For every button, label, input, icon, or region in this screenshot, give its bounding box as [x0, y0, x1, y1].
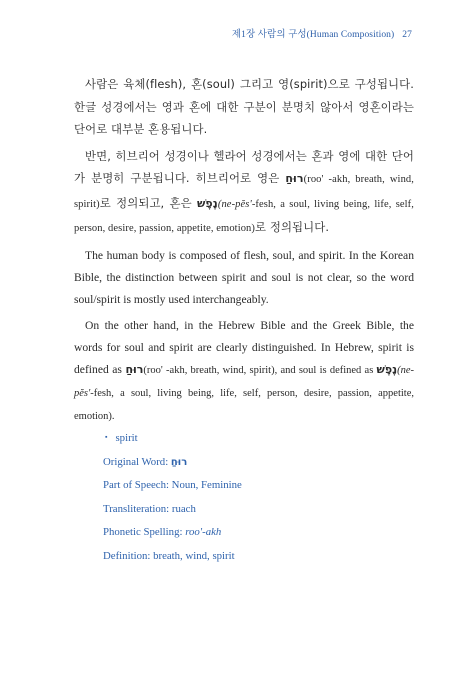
main-text	[74, 73, 414, 432]
running-header	[232, 26, 412, 40]
definition-box	[103, 430, 242, 571]
original-word-label: Original Word:	[103, 455, 171, 468]
page-number: 27	[402, 30, 412, 40]
transliteration: Transliteration: ruach	[103, 502, 196, 515]
definition-text: Definition: breath, wind, spirit	[103, 549, 235, 562]
phonetic-label: Phonetic Spelling:	[103, 526, 186, 538]
phonetic-value: roo'-akh	[185, 526, 222, 538]
hebrew-word-soul: נֶפֶשׁ	[376, 362, 398, 376]
p2-text-b: (roo' -akh, breath, wind, spirit)	[74, 174, 414, 210]
english-paragraph-1: The human body is composed of flesh, soul, and spirit. In the Korean Bible, the distinction between spirit and soul is not clear, so the word soul/spirit is mostly used interchangeably.	[74, 248, 414, 306]
korean-paragraph-1: 사람은 육체(flesh), 혼(soul) 그리고 영(spirit)으로 구성됩니다. 한글 성경에서는 영과 혼에 대한 구분이 분명치 않아서 영혼이라는 단어로 대부분 혼용됩니다.	[74, 77, 414, 136]
p4-text-b: (roo' -akh, breath, wind, spirit), and soul is defined as	[143, 364, 377, 376]
part-of-speech: Part of Speech: Noun, Feminine	[103, 479, 242, 491]
p2-text-c: 로 정의되고, 혼은	[99, 195, 197, 210]
p2-text-e: 로 정의됩니다.	[255, 220, 330, 234]
chapter-title: 제1장 사람의 구성(Human Composition)	[231, 30, 395, 40]
hebrew-word-spirit: רוּחַ	[285, 172, 304, 185]
original-word-hebrew: רוּחַ	[170, 456, 188, 468]
p4-text-c-italic: (ne-pĕs'	[74, 364, 414, 399]
hebrew-word-soul: נֶפֶשׁ	[196, 196, 218, 210]
p4-text-a: On the other hand, in the Hebrew Bible and the Greek Bible, the words for soul and spirit are clearly distinguished. In Hebrew, spirit is defined as	[74, 318, 414, 376]
p4-text-c: -fesh, a soul, living being, life, self, person, desire, passion, appetite, emotion).	[74, 387, 414, 422]
original-word-row	[103, 454, 242, 478]
p2-text-a: 반면, 히브리어 성경이나 헬라어 성경에서는 혼과 영에 대한 단어가 분명히 구분됩니다. 히브리어로 영은	[74, 148, 414, 185]
hebrew-word-spirit: רוּחַ	[125, 362, 144, 376]
english-paragraph-2	[74, 315, 414, 428]
p2-text-d-italic: (ne-pĕs'	[217, 198, 252, 210]
p2-text-d: -fesh, a soul, living being, life, self, person, desire, passion, appetite, emotion)	[74, 198, 414, 234]
definition-term: ▪ spirit	[105, 430, 242, 454]
phonetic-spelling-row	[103, 524, 242, 548]
korean-paragraph-2	[74, 145, 414, 241]
